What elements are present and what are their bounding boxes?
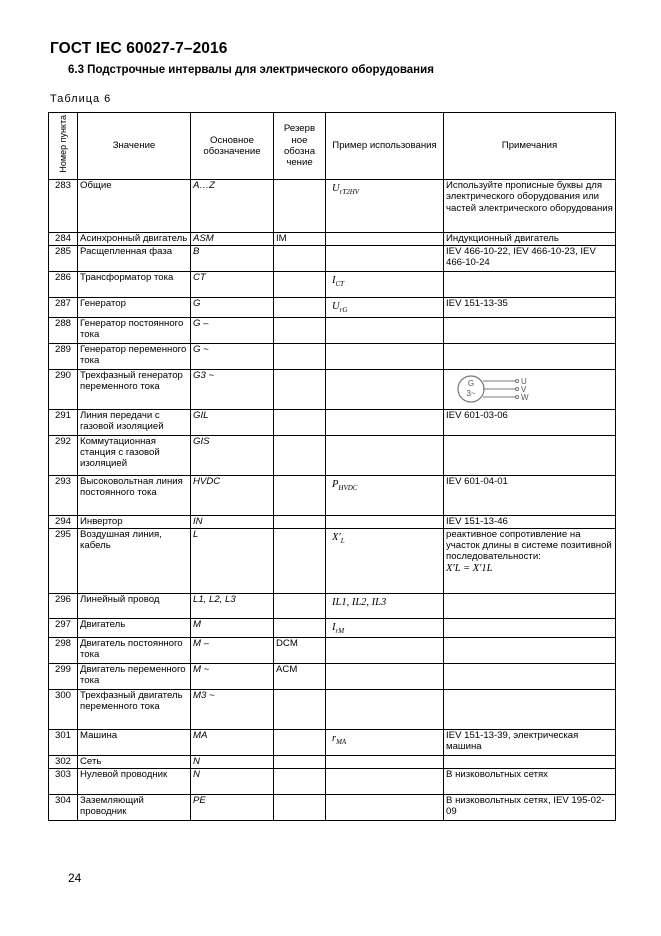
row-notes: [444, 233, 616, 246]
row-reserve-symbol: [274, 528, 326, 593]
row-example: [326, 369, 444, 409]
row-main-symbol: N: [191, 756, 274, 769]
col-header-main-symbol: Основное обозначение: [191, 113, 274, 180]
svg-text:U: U: [521, 376, 527, 386]
row-main-symbol: MA: [191, 730, 274, 756]
example-subscript: L: [340, 536, 345, 545]
row-main-symbol: IN: [191, 515, 274, 528]
row-meaning: Линейный провод: [78, 593, 191, 618]
example-symbol: r: [332, 733, 337, 744]
row-reserve-symbol: [274, 343, 326, 369]
table-row: [49, 298, 616, 318]
row-example: [326, 690, 444, 730]
table-row: [49, 233, 616, 246]
table-row: [49, 475, 616, 515]
row-example: [326, 272, 444, 298]
row-main-symbol: A…Z: [191, 180, 274, 233]
row-example: [326, 343, 444, 369]
row-main-symbol: ASM: [191, 233, 274, 246]
row-number: 300: [49, 690, 78, 730]
example-subscript: rM: [335, 626, 345, 635]
row-notes: [444, 475, 616, 515]
row-meaning: Заземляющий проводник: [78, 795, 191, 821]
example-symbol: I: [332, 275, 336, 286]
section-title: 6.3 Подстрочные интервалы для электрического оборудования: [68, 64, 434, 76]
svg-text:G: G: [467, 378, 475, 388]
col-header-reserve-symbol: Резерв ное обозна чение: [274, 113, 326, 180]
table-row: [49, 769, 616, 795]
row-meaning: Двигатель постоянного тока: [78, 638, 191, 664]
row-reserve-symbol: [274, 409, 326, 435]
row-main-symbol: G3 ~: [191, 369, 274, 409]
example-subscript: CT: [335, 280, 345, 289]
row-meaning: Сеть: [78, 756, 191, 769]
row-main-symbol: L1, L2, L3: [191, 593, 274, 618]
row-example: [326, 638, 444, 664]
table-caption: Таблица 6: [50, 93, 112, 105]
row-number: 302: [49, 756, 78, 769]
row-notes: [444, 180, 616, 233]
row-example: [326, 475, 444, 515]
row-reserve-symbol: ACM: [274, 664, 326, 690]
row-example: [326, 730, 444, 756]
row-meaning: Расщепленная фаза: [78, 246, 191, 272]
row-notes: [444, 756, 616, 769]
row-reserve-symbol: [274, 593, 326, 618]
notes-formula: X′L = X′1L: [446, 562, 493, 574]
row-main-symbol: GIS: [191, 435, 274, 475]
row-number: 283: [49, 180, 78, 233]
row-number: 284: [49, 233, 78, 246]
row-reserve-symbol: [274, 690, 326, 730]
row-reserve-symbol: [274, 769, 326, 795]
table-row: [49, 528, 616, 593]
row-reserve-symbol: [274, 317, 326, 343]
table-row: [49, 317, 616, 343]
table-row: [49, 409, 616, 435]
row-example: [326, 664, 444, 690]
row-meaning: Трансформатор тока: [78, 272, 191, 298]
row-meaning: Двигатель переменного тока: [78, 664, 191, 690]
row-notes: [444, 528, 616, 593]
row-reserve-symbol: [274, 180, 326, 233]
row-example: [326, 409, 444, 435]
row-example: [326, 593, 444, 618]
row-notes: [444, 664, 616, 690]
notes-text: IEV 466-10-22, IEV 466-10-23, IEV 466-10-24: [446, 246, 596, 269]
col-header-example: Пример использования: [326, 113, 444, 180]
row-number: 298: [49, 638, 78, 664]
row-main-symbol: G: [191, 298, 274, 318]
row-notes: [444, 690, 616, 730]
row-number: 299: [49, 664, 78, 690]
row-meaning: Двигатель: [78, 618, 191, 638]
three-phase-generator-icon: [454, 372, 534, 406]
row-number: 288: [49, 317, 78, 343]
table-row: [49, 664, 616, 690]
row-main-symbol: L: [191, 528, 274, 593]
example-symbol: P: [332, 478, 339, 490]
table-row: [49, 638, 616, 664]
row-example: [326, 317, 444, 343]
row-notes: [444, 593, 616, 618]
row-reserve-symbol: [274, 246, 326, 272]
page-number: 24: [68, 871, 82, 885]
row-reserve-symbol: [274, 515, 326, 528]
notes-text: Индукционный двигатель: [446, 233, 559, 244]
row-meaning: Машина: [78, 730, 191, 756]
row-meaning: Трехфазный двигатель переменного тока: [78, 690, 191, 730]
row-notes: [444, 272, 616, 298]
row-main-symbol: GIL: [191, 409, 274, 435]
table-row: [49, 272, 616, 298]
row-main-symbol: PE: [191, 795, 274, 821]
row-meaning: Воздушная линия, кабель: [78, 528, 191, 593]
row-example: [326, 618, 444, 638]
row-meaning: Генератор переменного тока: [78, 343, 191, 369]
example-symbol: U: [332, 301, 340, 312]
row-example: [326, 246, 444, 272]
row-notes: [444, 638, 616, 664]
row-example: [326, 769, 444, 795]
row-main-symbol: HVDC: [191, 475, 274, 515]
row-notes: [444, 298, 616, 318]
notes-text: IEV 151-13-35: [446, 298, 508, 309]
example-symbol: X′: [332, 531, 341, 543]
table-row: [49, 593, 616, 618]
row-reserve-symbol: [274, 298, 326, 318]
table-row: [49, 756, 616, 769]
example-symbol: U: [332, 183, 340, 194]
row-main-symbol: M ~: [191, 664, 274, 690]
row-main-symbol: CT: [191, 272, 274, 298]
row-main-symbol: B: [191, 246, 274, 272]
table-row: [49, 795, 616, 821]
col-header-number: Номер пункта: [49, 113, 78, 180]
row-notes: [444, 435, 616, 475]
row-notes: [444, 343, 616, 369]
example-text: IL1, IL2, IL3: [332, 596, 387, 608]
row-number: 285: [49, 246, 78, 272]
row-notes: [444, 409, 616, 435]
notes-text: В низковольтных сетях, IEV 195-02-09: [446, 795, 605, 818]
example-subscript: rG: [339, 306, 348, 315]
table-row: [49, 343, 616, 369]
table-row: [49, 246, 616, 272]
subscripts-table: [48, 112, 616, 821]
notes-text: В низковольтных сетях: [446, 769, 548, 780]
example-subscript: HVDC: [338, 483, 358, 492]
row-number: 295: [49, 528, 78, 593]
row-notes: [444, 618, 616, 638]
table-row: [49, 618, 616, 638]
table-row: [49, 369, 616, 409]
table-row: [49, 690, 616, 730]
row-meaning: Коммутационная станция с газовой изоляцией: [78, 435, 191, 475]
row-meaning: Нулевой проводник: [78, 769, 191, 795]
row-number: 287: [49, 298, 78, 318]
row-notes: [444, 369, 616, 409]
row-meaning: Генератор: [78, 298, 191, 318]
notes-text: Используйте прописные буквы для электрического оборудования или частей электрического оборудования: [446, 180, 613, 214]
row-number: 291: [49, 409, 78, 435]
table-header-row: [49, 113, 616, 180]
example-symbol: I: [332, 621, 336, 633]
col-header-notes: Примечания: [444, 113, 616, 180]
row-reserve-symbol: DCM: [274, 638, 326, 664]
row-meaning: Высоковольтная линия постоянного тока: [78, 475, 191, 515]
row-meaning: Инвертор: [78, 515, 191, 528]
table-row: [49, 435, 616, 475]
table-row: [49, 515, 616, 528]
row-number: 297: [49, 618, 78, 638]
row-reserve-symbol: [274, 475, 326, 515]
row-reserve-symbol: [274, 618, 326, 638]
row-number: 294: [49, 515, 78, 528]
row-main-symbol: N: [191, 769, 274, 795]
row-main-symbol: G –: [191, 317, 274, 343]
row-meaning: Асинхронный двигатель: [78, 233, 191, 246]
row-number: 304: [49, 795, 78, 821]
row-meaning: Общие: [78, 180, 191, 233]
row-number: 286: [49, 272, 78, 298]
row-number: 293: [49, 475, 78, 515]
row-notes: [444, 317, 616, 343]
row-example: [326, 756, 444, 769]
row-main-symbol: M3 ~: [191, 690, 274, 730]
row-example: [326, 435, 444, 475]
row-number: 290: [49, 369, 78, 409]
table-row: [49, 180, 616, 233]
row-reserve-symbol: [274, 795, 326, 821]
row-notes: [444, 515, 616, 528]
row-number: 303: [49, 769, 78, 795]
row-notes: [444, 730, 616, 756]
table-row: [49, 730, 616, 756]
row-example: [326, 528, 444, 593]
svg-text:V: V: [521, 384, 527, 394]
svg-text:3~: 3~: [466, 388, 476, 398]
row-meaning: Линия передачи с газовой изоляцией: [78, 409, 191, 435]
row-notes: [444, 246, 616, 272]
col-header-meaning: Значение: [78, 113, 191, 180]
row-number: 296: [49, 593, 78, 618]
example-subscript: MA: [336, 738, 347, 747]
row-number: 289: [49, 343, 78, 369]
row-reserve-symbol: IM: [274, 233, 326, 246]
row-meaning: Генератор постоянного тока: [78, 317, 191, 343]
row-reserve-symbol: [274, 730, 326, 756]
notes-text: IEV 601-03-06: [446, 409, 508, 421]
row-reserve-symbol: [274, 435, 326, 475]
row-notes: [444, 769, 616, 795]
row-example: [326, 515, 444, 528]
row-main-symbol: M: [191, 618, 274, 638]
notes-text: IEV 601-04-01: [446, 475, 508, 487]
row-example: [326, 795, 444, 821]
notes-text: IEV 151-13-46: [446, 515, 508, 527]
row-main-symbol: G ~: [191, 343, 274, 369]
row-example: [326, 233, 444, 246]
row-main-symbol: M –: [191, 638, 274, 664]
row-example: [326, 180, 444, 233]
row-example: [326, 298, 444, 318]
row-meaning: Трехфазный генератор переменного тока: [78, 369, 191, 409]
row-reserve-symbol: [274, 756, 326, 769]
row-reserve-symbol: [274, 272, 326, 298]
notes-text: реактивное сопротивление на участок длины в системе позитивной последовательности:: [446, 528, 612, 563]
row-number: 292: [49, 435, 78, 475]
document-title: ГОСТ IEC 60027-7–2016: [50, 40, 228, 57]
row-number: 301: [49, 730, 78, 756]
svg-text:W: W: [521, 392, 529, 402]
notes-text: IEV 151-13-39, электрическая машина: [446, 730, 579, 753]
row-notes: [444, 795, 616, 821]
example-subscript: rT2HV: [339, 188, 360, 197]
row-reserve-symbol: [274, 369, 326, 409]
